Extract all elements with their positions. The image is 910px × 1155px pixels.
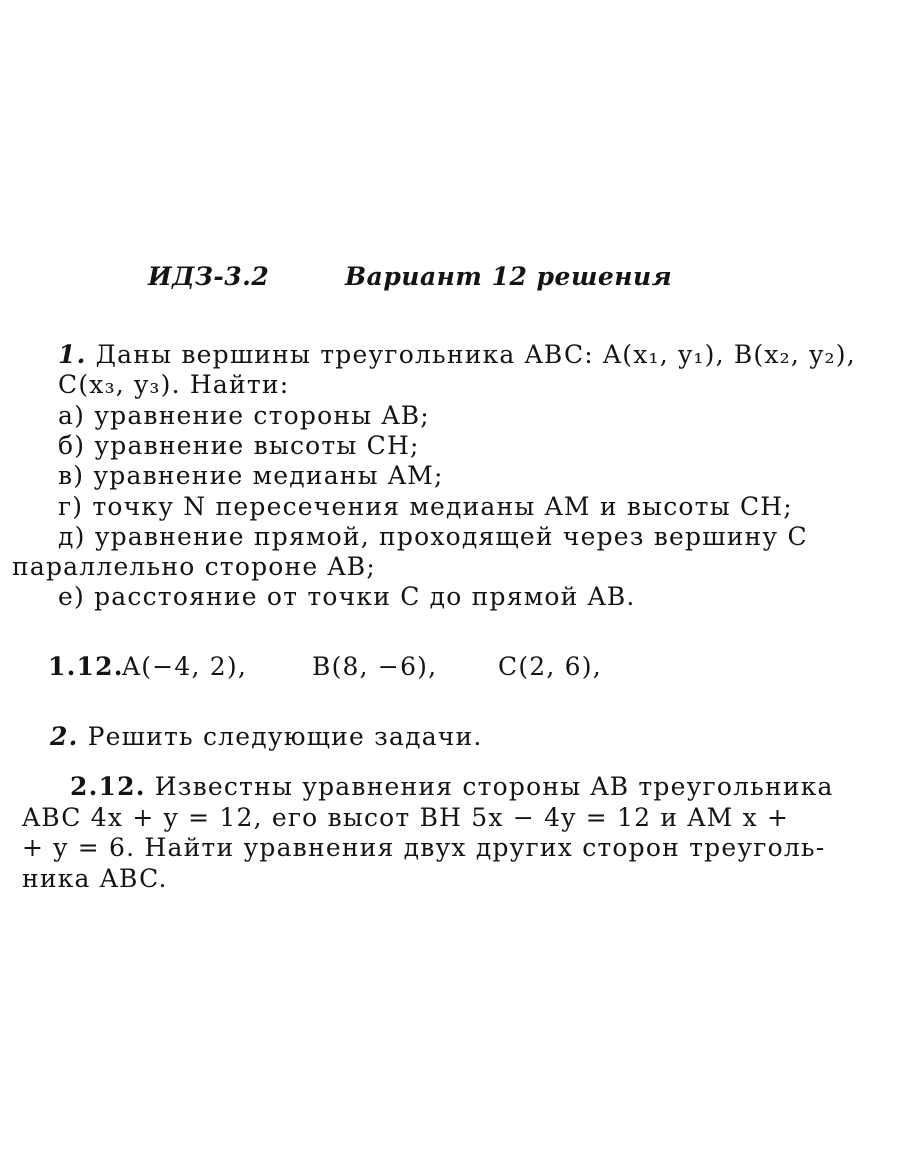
variant2-line2: ABC 4x + y = 12, его высот BH 5x − 4y = 12 и AM x +: [22, 803, 790, 832]
task2-text: Решить следующие задачи.: [87, 722, 483, 751]
task1-item-c: в) уравнение медианы AM;: [58, 461, 444, 490]
header-code: ИДЗ-3.2: [148, 262, 270, 291]
variant1-number: 1.12.: [48, 652, 124, 681]
variant2-line4: ника ABC.: [22, 864, 168, 893]
variant1-point-a: A(−4, 2),: [122, 652, 247, 681]
task1-line1: [58, 340, 856, 370]
task1-number: 1.: [58, 340, 87, 369]
task2-line: [50, 722, 483, 752]
task1-line2: C(x₃, y₃). Найти:: [58, 370, 290, 399]
task1-item-f: е) расстояние от точки C до прямой AB.: [58, 582, 636, 611]
variant2-text-1: Известны уравнения стороны AB треугольника: [154, 772, 834, 801]
task1-item-e-cont: параллельно стороне AB;: [12, 552, 376, 581]
variant2-line1: [70, 772, 834, 802]
variant2-line3: + y = 6. Найти уравнения двух других сторон треуголь-: [22, 833, 826, 862]
task1-item-d: г) точку N пересечения медианы AM и высоты CH;: [58, 492, 793, 521]
task1-item-b: б) уравнение высоты CH;: [58, 431, 420, 460]
task1-item-a: а) уравнение стороны AB;: [58, 401, 430, 430]
task2-number: 2.: [50, 722, 79, 751]
variant1-point-c: C(2, 6),: [498, 652, 602, 681]
task1-item-e: д) уравнение прямой, проходящей через вершину C: [58, 522, 808, 551]
task1-intro: Даны вершины треугольника ABC: A(x₁, y₁), B(x₂, y₂),: [95, 340, 856, 369]
variant1-point-b: B(8, −6),: [312, 652, 438, 681]
variant2-number: 2.12.: [70, 772, 146, 801]
header-variant: Вариант 12 решения: [345, 262, 673, 291]
